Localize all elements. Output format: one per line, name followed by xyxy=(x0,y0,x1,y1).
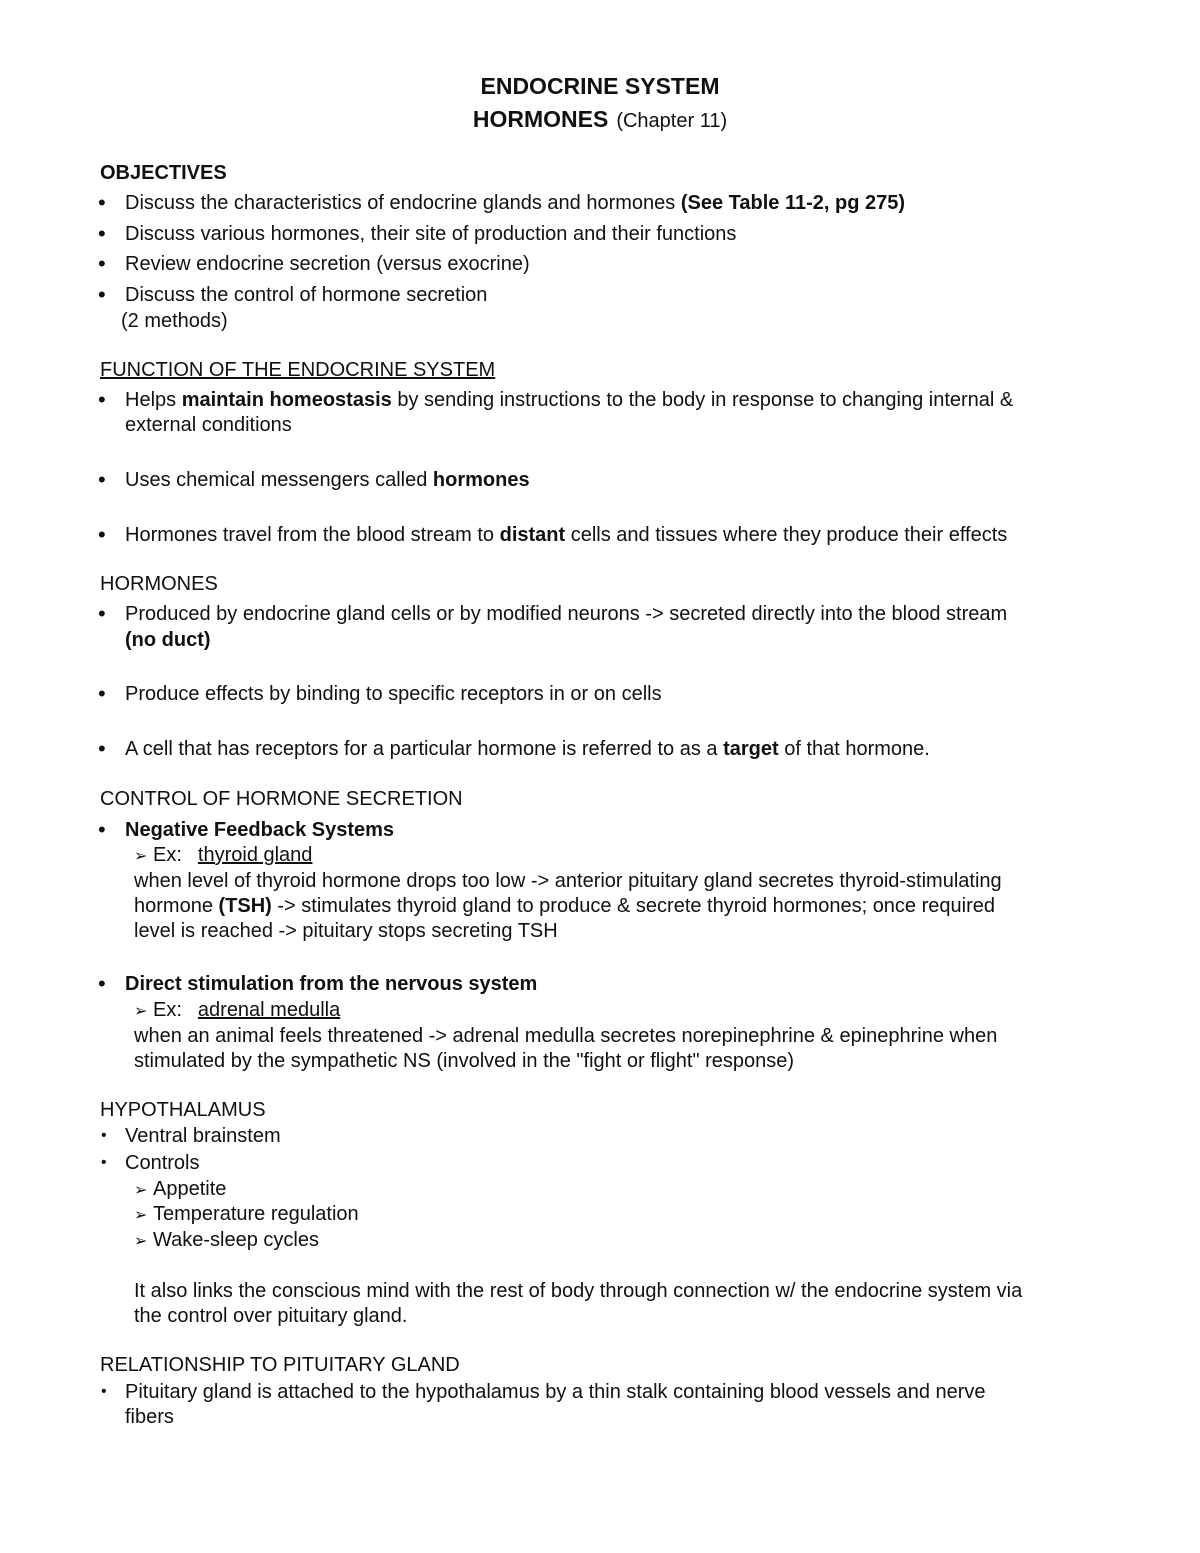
pituitary-heading: RELATIONSHIP TO PITUITARY GLAND xyxy=(100,1354,460,1376)
small-bullet-icon: • xyxy=(101,1383,107,1400)
arrow-bullet-icon: ➢ xyxy=(134,1182,148,1199)
subitem-text: Temperature regulation xyxy=(153,1203,359,1225)
document-subtitle xyxy=(0,106,1200,133)
function-item xyxy=(125,388,1013,412)
text-run: of that hormone. xyxy=(778,738,930,760)
subtitle-bold: HORMONES xyxy=(472,106,609,132)
direct-stimulation-title: Direct stimulation from the nervous system xyxy=(125,973,538,995)
subitem-text: Appetite xyxy=(153,1178,227,1200)
small-bullet-icon: • xyxy=(101,1127,107,1144)
text-run: Hormones travel from the blood stream to xyxy=(125,524,500,546)
bold-run: distant xyxy=(499,524,566,546)
negative-feedback-text: level is reached -> pituitary stops secreting TSH xyxy=(134,920,558,942)
example-value: adrenal medulla xyxy=(197,999,341,1021)
bold-run: target xyxy=(723,738,779,760)
hypothalamus-subitem xyxy=(134,1177,226,1203)
control-heading: CONTROL OF HORMONE SECRETION xyxy=(100,788,463,810)
objective-item-continuation: (2 methods) xyxy=(121,310,228,332)
text-run: hormone xyxy=(134,895,219,917)
bold-run: hormones xyxy=(432,469,530,491)
direct-stimulation-text: when an animal feels threatened -> adrenal medulla secretes norepinephrine & epinephrine when xyxy=(134,1025,998,1047)
hypothalamus-subitem xyxy=(134,1202,359,1228)
example-line xyxy=(134,998,340,1024)
bullet-icon: • xyxy=(98,522,106,547)
arrow-bullet-icon: ➢ xyxy=(134,1003,148,1020)
arrow-bullet-icon: ➢ xyxy=(134,1207,148,1224)
negative-feedback-text: when level of thyroid hormone drops too low -> anterior pituitary gland secretes thyroid-stimulating xyxy=(134,870,1002,892)
function-item xyxy=(125,468,530,492)
bullet-icon: • xyxy=(98,251,106,276)
hypothalamus-item: Ventral brainstem xyxy=(125,1125,281,1147)
pituitary-item: Pituitary gland is attached to the hypothalamus by a thin stalk containing blood vessels and nerve xyxy=(125,1381,986,1403)
text-run: A cell that has receptors for a particular hormone is referred to as a xyxy=(125,738,724,760)
hypothalamus-paragraph: the control over pituitary gland. xyxy=(134,1305,408,1327)
negative-feedback-title: Negative Feedback Systems xyxy=(125,819,395,841)
bullet-icon: • xyxy=(98,282,106,307)
bold-run: (TSH) xyxy=(218,895,272,917)
small-bullet-icon: • xyxy=(101,1154,107,1171)
document-title: ENDOCRINE SYSTEM xyxy=(480,73,720,99)
text-run: Uses chemical messengers called xyxy=(125,469,433,491)
bullet-icon: • xyxy=(98,681,106,706)
bold-run: maintain homeostasis xyxy=(181,389,392,411)
direct-stimulation-text: stimulated by the sympathetic NS (involved in the "fight or flight" response) xyxy=(134,1050,795,1072)
hypothalamus-paragraph: It also links the conscious mind with the rest of body through connection w/ the endocrine system via xyxy=(134,1280,1023,1302)
hormones-item xyxy=(125,737,930,761)
subtitle-note: (Chapter 11) xyxy=(616,110,728,132)
function-heading: FUNCTION OF THE ENDOCRINE SYSTEM xyxy=(100,359,496,381)
bullet-icon: • xyxy=(98,467,106,492)
objective-item xyxy=(125,191,905,215)
objective-ref: (See Table 11-2, pg 275) xyxy=(680,192,906,214)
example-line xyxy=(134,843,312,869)
bullet-icon: • xyxy=(98,387,106,412)
hypothalamus-item: Controls xyxy=(125,1152,200,1174)
arrow-bullet-icon: ➢ xyxy=(134,848,148,865)
negative-feedback-text xyxy=(134,894,995,918)
objective-text: Discuss the characteristics of endocrine glands and hormones xyxy=(125,192,681,214)
hormones-heading: HORMONES xyxy=(100,573,218,595)
hormones-item: Produce effects by binding to specific receptors in or on cells xyxy=(125,683,662,705)
hypothalamus-heading: HYPOTHALAMUS xyxy=(100,1099,266,1121)
text-run: Helps xyxy=(125,389,182,411)
example-label: Ex: xyxy=(153,999,182,1021)
bullet-icon: • xyxy=(98,971,106,996)
text-run: cells and tissues where they produce their effects xyxy=(565,524,1008,546)
function-item-continuation: external conditions xyxy=(125,414,292,436)
objective-item: Discuss various hormones, their site of production and their functions xyxy=(125,223,737,245)
objective-item: Discuss the control of hormone secretion xyxy=(125,284,488,306)
hormones-item: Produced by endocrine gland cells or by modified neurons -> secreted directly into the blood stream xyxy=(125,603,1008,625)
arrow-bullet-icon: ➢ xyxy=(134,1233,148,1250)
example-label: Ex: xyxy=(153,844,182,866)
hormones-item-continuation: (no duct) xyxy=(125,629,211,651)
pituitary-item-continuation: fibers xyxy=(125,1406,174,1428)
function-item xyxy=(125,523,1007,547)
subitem-text: Wake-sleep cycles xyxy=(153,1229,319,1251)
objective-item: Review endocrine secretion (versus exocrine) xyxy=(125,253,530,275)
objectives-heading: OBJECTIVES xyxy=(100,162,227,184)
bullet-icon: • xyxy=(98,221,106,246)
text-run: -> stimulates thyroid gland to produce & secrete thyroid hormones; once required xyxy=(271,895,995,917)
bullet-icon: • xyxy=(98,190,106,215)
example-value: thyroid gland xyxy=(197,844,313,866)
bullet-icon: • xyxy=(98,817,106,842)
bullet-icon: • xyxy=(98,736,106,761)
hypothalamus-subitem xyxy=(134,1228,319,1254)
bullet-icon: • xyxy=(98,601,106,626)
text-run: by sending instructions to the body in response to changing internal & xyxy=(391,389,1014,411)
